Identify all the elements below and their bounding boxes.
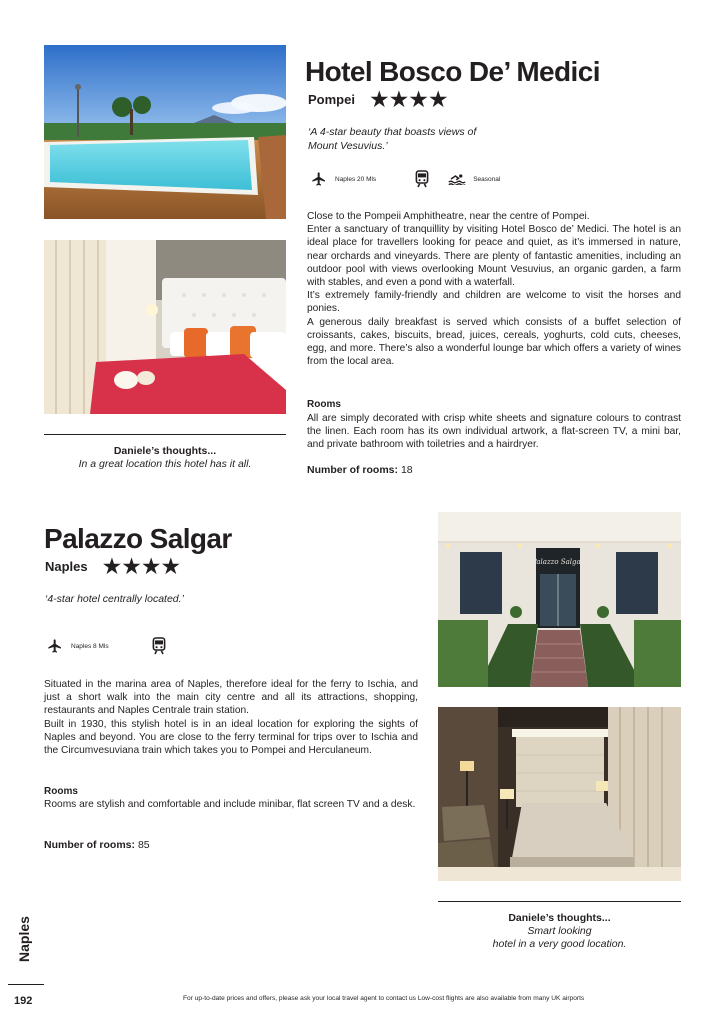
seasonal-label: Seasonal (473, 175, 501, 183)
rooms-description: Rooms are stylish and comfortable and include minibar, flat screen TV and a desk. (44, 799, 416, 810)
pool-photo (44, 45, 286, 219)
thoughts-text: In a great location this hotel has it all. (78, 458, 252, 470)
thoughts-text: Smart looking (527, 925, 592, 937)
section-label (6, 910, 40, 966)
description-paragraph: A generous daily breakfast is served which consists of a buffet selection of croissants, cakes, biscuits, bread, juices, cereals, yoghurts, cold cuts, cheeses, egg, and more. There’s also a wonderful lounge bar which offers a variety of wines from the local area. (307, 316, 681, 368)
airport-distance (310, 171, 376, 187)
swim-icon (448, 173, 466, 185)
amenities-row (310, 170, 500, 188)
description-paragraph: Enter a sanctuary of tranquillity by visiting Hotel Bosco de’ Medici. The hotel is an ideal place for travellers looking for peace and quiet, as it’s immersed in nature, near orchards and vineyards. There are plenty of fantastic amenities, including an outdoor pool with views overlooking Mount Vesuvius, an organic garden, a farm with stables, and even a pond with a waterfall. (307, 224, 681, 289)
daniele-thoughts (438, 912, 681, 951)
airport-distance-label: Naples 20 Mls (335, 175, 377, 183)
thoughts-heading: Daniele’s thoughts... (508, 912, 611, 924)
hotel-name: Palazzo Salgar (44, 523, 232, 554)
hotel-tagline: ‘4-star hotel centrally located.’ (45, 593, 184, 605)
description-paragraph: Situated in the marina area of Naples, therefore ideal for the ferry to Ischia, and just a short walk into the main city centre and all its attractions, shopping, restaurants and Naples Centrale train station. (44, 679, 418, 717)
hotel-location: Pompei (308, 92, 355, 107)
rooms-count (307, 464, 413, 477)
plane-icon (46, 638, 64, 654)
rooms-count-value: 85 (137, 839, 150, 851)
hotel-description (307, 210, 681, 368)
rooms-heading: Rooms (44, 786, 78, 797)
entrance-photo (438, 512, 681, 687)
amenities-row (46, 637, 167, 655)
star-rating: ★★★★ (101, 553, 181, 579)
description-paragraph: Close to the Pompeii Amphitheatre, near the centre of Pompei. (307, 211, 590, 222)
thoughts-heading: Daniele’s thoughts... (113, 445, 217, 457)
description-paragraph: It’s extremely family-friendly and children are welcome to visit the horses and ponies. (307, 290, 681, 315)
description-paragraph: Built in 1930, this stylish hotel is in an ideal location for exploring the sights of Naples and beyond. You are close to the ferry terminal for trips over to Ischia and the Circumvesuviana train which takes you to Pompei and Herculaneum. (44, 718, 418, 757)
airport-distance-label: Naples 8 Mls (71, 642, 109, 650)
plane-icon (310, 171, 328, 187)
rooms-heading: Rooms (307, 399, 341, 410)
bedroom-photo (44, 240, 286, 414)
footer-divider (8, 984, 44, 985)
footer-note: For up-to-date prices and offers, please ask your local travel agent to contact us Low-cost flights are also available from many UK airports (183, 995, 585, 1002)
train-access (151, 637, 167, 655)
train-icon (414, 170, 430, 188)
section-label-text: Naples (16, 916, 32, 962)
rooms-count (44, 839, 150, 852)
daniele-thoughts (44, 445, 286, 471)
rooms-count-label: Number of rooms: (44, 839, 136, 851)
rooms-count-label: Number of rooms: (307, 464, 399, 476)
hotel-sign: Palazzo Salgar (531, 558, 585, 566)
guest-room-photo (438, 707, 681, 881)
divider (44, 434, 286, 435)
hotel-name: Hotel Bosco De’ Medici (305, 56, 600, 87)
divider (438, 901, 681, 902)
star-rating: ★★★★ (368, 86, 448, 112)
hotel-tagline: ‘A 4-star beauty that boasts views of Mount Vesuvius.’ (308, 126, 477, 152)
pool-seasonal (448, 173, 500, 185)
train-icon (151, 637, 167, 655)
rooms-count-value: 18 (400, 464, 413, 476)
page-number: 192 (14, 995, 33, 1007)
hotel-description (44, 678, 418, 757)
rooms-description: All are simply decorated with crisp white sheets and signature colours to contrast the linen. Each room has its own individual artwork, a flat-screen TV, a mini bar, and private bathroom with toiletries and a hairdryer. (307, 413, 681, 451)
train-access (414, 170, 430, 188)
thoughts-text: hotel in a very good location. (492, 938, 627, 950)
airport-distance (46, 638, 109, 654)
hotel-location: Naples (45, 559, 88, 574)
